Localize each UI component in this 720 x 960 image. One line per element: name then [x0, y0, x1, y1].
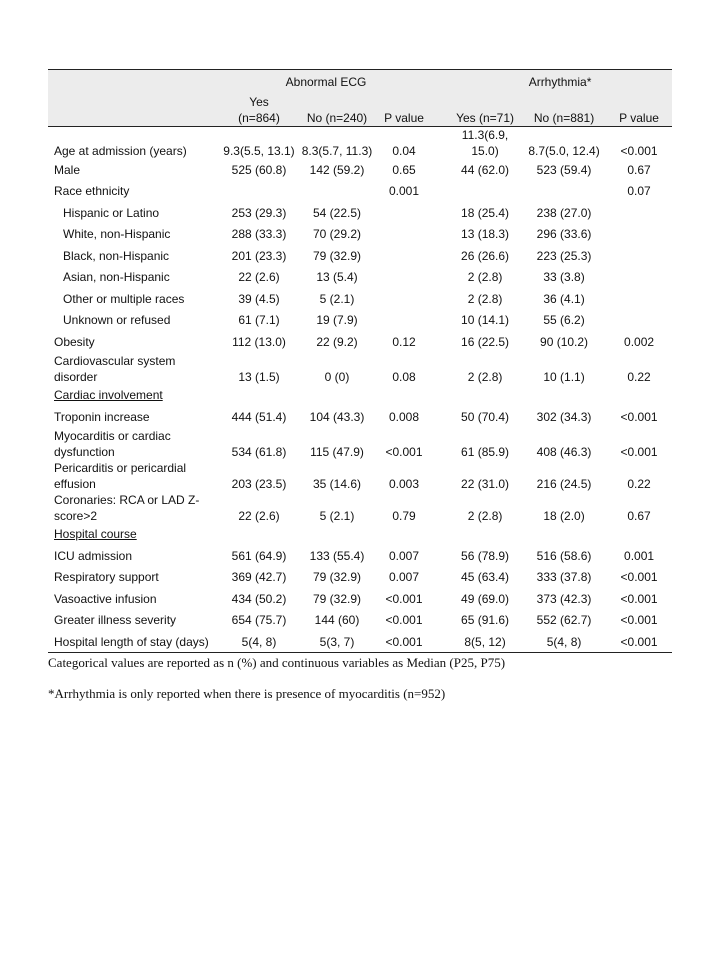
col-header-pvalue-ecg: P value [376, 94, 432, 127]
cell-pvalue-arrhythmia: <0.001 [620, 144, 658, 158]
cell-yes-ecg: 5(4, 8) [220, 631, 298, 653]
cell-pvalue-ecg: 0.008 [389, 409, 420, 424]
col-header-yes-ecg [220, 94, 298, 127]
cell-no-ecg: 0 (0) [324, 369, 350, 384]
cell-yes-ecg [220, 524, 298, 546]
row-label [48, 385, 220, 407]
cell-pvalue-arrhythmia [606, 288, 672, 310]
cell-yes-ecg: 288 (33.3) [231, 227, 287, 242]
cell-yes-ecg: 22 (2.6) [238, 270, 280, 285]
cell-pvalue-arrhythmia [606, 267, 672, 289]
row-label-text: Greater illness severity [54, 613, 177, 628]
cell-no-ecg [298, 181, 376, 203]
header-blank [48, 94, 220, 127]
cell-no-ecg: 8.3(5.7, 11.3) [301, 144, 373, 158]
col-header-yes-ecg-line2: (n=864) [238, 111, 280, 125]
cell-no-arrhythmia: 18 (2.0) [543, 508, 585, 523]
cell-pvalue-arrhythmia [606, 385, 672, 407]
cell-yes-arrhythmia: 2 (2.8) [467, 270, 503, 285]
cell-yes-ecg: 525 (60.8) [231, 162, 287, 177]
cell-yes-ecg: 13 (1.5) [238, 369, 280, 384]
row-label [48, 224, 220, 246]
cell-yes-ecg: 203 (23.5) [231, 476, 287, 491]
cell-no-arrhythmia: 302 (34.3) [536, 409, 592, 424]
table-row [48, 353, 672, 385]
row-label [48, 545, 220, 567]
cell-no-ecg: 115 (47.9) [310, 444, 364, 459]
cell-no-ecg: 79 (32.9) [312, 570, 362, 585]
row-label [48, 428, 220, 460]
cell-no-ecg: 144 (60) [314, 613, 360, 628]
cell-yes-ecg: 253 (29.3) [231, 205, 287, 220]
cell-pvalue-arrhythmia [606, 202, 672, 224]
cell-pvalue-ecg [376, 267, 432, 289]
cell-yes-ecg: 61 (7.1) [238, 313, 280, 328]
cell-no-ecg: 5 (2.1) [319, 291, 355, 306]
cell-pvalue-ecg: 0.003 [389, 476, 420, 491]
cell-pvalue-ecg: <0.001 [376, 631, 432, 653]
cell-no-arrhythmia: 408 (46.3) [536, 444, 592, 459]
cell-yes-arrhythmia: 16 (22.5) [461, 334, 510, 349]
cell-no-arrhythmia: 238 (27.0) [536, 205, 592, 220]
cell-pvalue-ecg [376, 288, 432, 310]
cell-pvalue-ecg [376, 224, 432, 246]
table-row [48, 202, 672, 224]
row-label-text: Unknown or refused [63, 313, 171, 328]
cell-no-ecg: 79 (32.9) [312, 248, 362, 263]
cell-yes-arrhythmia: 50 (70.4) [461, 409, 510, 424]
cell-yes-arrhythmia [448, 181, 522, 203]
cell-no-ecg: 22 (9.2) [316, 334, 358, 349]
row-label [48, 588, 220, 610]
row-label [48, 631, 220, 653]
cell-no-arrhythmia: 36 (4.1) [543, 291, 585, 306]
cell-no-ecg: 19 (7.9) [316, 313, 358, 328]
row-label [48, 610, 220, 632]
cell-no-ecg: 5(3, 7) [298, 631, 376, 653]
header-gap [432, 70, 448, 95]
cell-yes-ecg: 561 (64.9) [231, 548, 287, 563]
cell-yes-arrhythmia: 10 (14.1) [461, 313, 510, 328]
column-gap [432, 159, 448, 181]
column-gap [432, 224, 448, 246]
cell-pvalue-ecg: 0.001 [389, 184, 420, 199]
table-row [48, 428, 672, 460]
cell-pvalue-ecg: <0.001 [385, 444, 423, 459]
cell-pvalue-arrhythmia: <0.001 [606, 631, 672, 653]
cell-pvalue-ecg: 0.04 [392, 144, 416, 158]
group-header-abnormal-ecg: Abnormal ECG [220, 70, 432, 95]
table-row [48, 492, 672, 524]
row-label-text: Race ethnicity [54, 184, 130, 199]
cell-yes-arrhythmia: 13 (18.3) [461, 227, 510, 242]
row-label [48, 202, 220, 224]
column-gap [432, 492, 448, 524]
cell-yes-arrhythmia: 56 (78.9) [461, 548, 510, 563]
row-label-text: Other or multiple races [63, 291, 185, 306]
cell-no-ecg: 79 (32.9) [312, 591, 362, 606]
cell-no-arrhythmia: 33 (3.8) [543, 270, 585, 285]
cell-pvalue-ecg: 0.65 [392, 162, 416, 177]
cell-pvalue-arrhythmia: 0.67 [627, 162, 651, 177]
results-table [48, 69, 672, 653]
col-header-yes-ecg-line1: Yes [249, 95, 269, 109]
col-header-no-ecg: No (n=240) [298, 94, 376, 127]
table-row [48, 588, 672, 610]
cell-no-ecg: 133 (55.4) [309, 548, 365, 563]
col-header-no-arrhythmia: No (n=881) [522, 94, 606, 127]
cell-pvalue-arrhythmia: 0.67 [627, 508, 651, 523]
row-label [48, 567, 220, 589]
cell-yes-ecg: 534 (61.8) [231, 444, 287, 459]
cell-pvalue-ecg [376, 245, 432, 267]
cell-pvalue-arrhythmia: 0.22 [627, 369, 651, 384]
cell-pvalue-arrhythmia: <0.001 [620, 591, 658, 606]
cell-pvalue-arrhythmia: <0.001 [620, 613, 658, 628]
cell-no-ecg: 70 (29.2) [312, 227, 362, 242]
cell-pvalue-ecg: <0.001 [385, 613, 423, 628]
row-label [48, 331, 220, 353]
cell-pvalue-ecg: 0.79 [392, 508, 416, 523]
row-label [48, 310, 220, 332]
row-label [48, 245, 220, 267]
cell-no-arrhythmia: 373 (42.3) [536, 591, 592, 606]
cell-no-ecg: 35 (14.6) [312, 476, 362, 491]
cell-pvalue-ecg: 0.007 [389, 548, 420, 563]
table-row [48, 127, 672, 160]
table-row [48, 385, 672, 407]
column-gap [432, 567, 448, 589]
cell-no-arrhythmia: 333 (37.8) [536, 570, 592, 585]
row-label-text: Respiratory support [54, 570, 159, 585]
table-row [48, 224, 672, 246]
footnote-summary-stats: Categorical values are reported as n (%) and continuous variables as Median (P25, P75) [48, 655, 506, 670]
cell-pvalue-arrhythmia: <0.001 [620, 570, 658, 585]
row-label [48, 492, 220, 524]
cell-yes-ecg [220, 385, 298, 407]
cell-yes-arrhythmia: 61 (85.9) [461, 444, 510, 459]
column-gap [432, 181, 448, 203]
column-gap [432, 353, 448, 385]
table-header [48, 70, 672, 127]
cell-yes-arrhythmia: 22 (31.0) [461, 476, 510, 491]
row-label-text: Male [54, 162, 81, 177]
row-label [48, 288, 220, 310]
column-gap [432, 310, 448, 332]
row-label-text: Troponin increase [54, 409, 150, 424]
table-row [48, 181, 672, 203]
cell-no-arrhythmia [522, 385, 606, 407]
cell-yes-arrhythmia: 44 (62.0) [461, 162, 510, 177]
cell-yes-arrhythmia: 26 (26.6) [461, 248, 510, 263]
cell-no-arrhythmia: 216 (24.5) [536, 476, 592, 491]
column-gap [432, 545, 448, 567]
cell-pvalue-ecg [376, 310, 432, 332]
cell-yes-arrhythmia: 11.3(6.9, 15.0) [461, 128, 509, 158]
table-row [48, 331, 672, 353]
cell-pvalue-arrhythmia: <0.001 [620, 444, 658, 459]
row-label-text: Hispanic or Latino [63, 205, 160, 220]
column-gap [432, 428, 448, 460]
cell-yes-arrhythmia: 49 (69.0) [461, 591, 510, 606]
cell-no-arrhythmia: 552 (62.7) [536, 613, 592, 628]
cell-no-arrhythmia: 10 (1.1) [543, 369, 585, 384]
row-label [48, 460, 220, 492]
table-row [48, 245, 672, 267]
table-row [48, 567, 672, 589]
cell-no-ecg: 5 (2.1) [319, 508, 355, 523]
row-label-text: Pericarditis or pericardial effusion [54, 460, 187, 491]
column-gap [432, 245, 448, 267]
cell-yes-ecg [220, 181, 298, 203]
row-label-text: Vasoactive infusion [54, 591, 157, 606]
table-row [48, 631, 672, 653]
cell-no-arrhythmia: 5(4, 8) [522, 631, 606, 653]
column-gap [432, 460, 448, 492]
row-label [48, 159, 220, 181]
cell-pvalue-ecg: <0.001 [385, 591, 423, 606]
column-gap [432, 524, 448, 546]
cell-yes-ecg: 22 (2.6) [238, 508, 280, 523]
cell-yes-ecg: 369 (42.7) [231, 570, 287, 585]
cell-yes-arrhythmia: 65 (91.6) [461, 613, 510, 628]
cell-yes-ecg: 444 (51.4) [231, 409, 287, 424]
cell-no-arrhythmia: 523 (59.4) [536, 162, 592, 177]
table-row [48, 460, 672, 492]
row-label-text: Black, non-Hispanic [63, 248, 170, 263]
cell-yes-arrhythmia: 2 (2.8) [467, 369, 503, 384]
cell-pvalue-arrhythmia [606, 524, 672, 546]
row-label-text: Coronaries: RCA or LAD Z-score>2 [54, 492, 200, 523]
cell-no-arrhythmia: 223 (25.3) [536, 248, 592, 263]
column-gap [432, 202, 448, 224]
row-label [48, 524, 220, 546]
column-gap [432, 631, 448, 653]
cell-pvalue-arrhythmia: 0.07 [627, 184, 651, 199]
cell-no-arrhythmia: 516 (58.6) [536, 548, 592, 563]
cell-yes-ecg: 39 (4.5) [238, 291, 280, 306]
cell-no-arrhythmia [522, 181, 606, 203]
cell-no-ecg [298, 524, 376, 546]
cell-yes-arrhythmia: 18 (25.4) [461, 205, 510, 220]
row-label-text: Cardiac involvement [54, 388, 163, 403]
header-blank [48, 70, 220, 95]
cell-yes-ecg: 654 (75.7) [231, 613, 287, 628]
row-label-text: Hospital length of stay (days) [54, 634, 209, 649]
cell-yes-arrhythmia [448, 385, 522, 407]
column-gap [432, 127, 448, 160]
col-header-yes-arrhythmia: Yes (n=71) [448, 94, 522, 127]
table-row [48, 545, 672, 567]
cell-pvalue-ecg [376, 202, 432, 224]
cell-pvalue-arrhythmia: 0.002 [624, 334, 655, 349]
cell-pvalue-arrhythmia: 0.001 [624, 548, 655, 563]
cell-yes-arrhythmia [448, 524, 522, 546]
column-gap [432, 288, 448, 310]
table-row [48, 524, 672, 546]
column-gap [432, 588, 448, 610]
column-gap [432, 331, 448, 353]
cell-yes-ecg: 9.3(5.5, 13.1) [223, 144, 295, 158]
cell-pvalue-arrhythmia [606, 310, 672, 332]
column-gap [432, 406, 448, 428]
row-label-text: Hospital course [54, 527, 137, 542]
row-label-text: Cardiovascular system disorder [54, 353, 176, 384]
footnote-arrhythmia: *Arrhythmia is only reported when there is presence of myocarditis (n=952) [48, 686, 446, 701]
table-body [48, 127, 672, 653]
row-label [48, 267, 220, 289]
cell-yes-ecg: 112 (13.0) [232, 334, 286, 349]
cell-pvalue-ecg: 0.08 [392, 369, 416, 384]
cell-no-ecg: 13 (5.4) [316, 270, 358, 285]
cell-pvalue-ecg: 0.007 [389, 570, 420, 585]
cell-no-arrhythmia: 90 (10.2) [540, 334, 589, 349]
cell-no-ecg: 142 (59.2) [309, 162, 365, 177]
column-gap [432, 385, 448, 407]
table-row [48, 610, 672, 632]
cell-pvalue-arrhythmia [606, 245, 672, 267]
cell-pvalue-arrhythmia [606, 224, 672, 246]
row-label-text: Asian, non-Hispanic [63, 270, 170, 285]
column-gap [432, 267, 448, 289]
cell-yes-arrhythmia: 8(5, 12) [448, 631, 522, 653]
cell-pvalue-arrhythmia: <0.001 [620, 409, 658, 424]
header-gap [432, 94, 448, 127]
row-label [48, 181, 220, 203]
row-label-text: Obesity [54, 334, 95, 349]
cell-pvalue-ecg: 0.12 [392, 334, 416, 349]
col-header-pvalue-arrhythmia: P value [606, 94, 672, 127]
cell-pvalue-ecg [376, 385, 432, 407]
row-label-text: Myocarditis or cardiac dysfunction [54, 428, 171, 459]
cell-no-arrhythmia: 55 (6.2) [543, 313, 585, 328]
column-gap [432, 610, 448, 632]
cell-no-arrhythmia: 8.7(5.0, 12.4) [528, 144, 600, 158]
table-row [48, 267, 672, 289]
row-label [48, 127, 220, 160]
table-row [48, 406, 672, 428]
cell-no-arrhythmia: 296 (33.6) [536, 227, 592, 242]
cell-no-arrhythmia [522, 524, 606, 546]
cell-yes-arrhythmia: 45 (63.4) [461, 570, 510, 585]
group-header-arrhythmia: Arrhythmia* [448, 70, 672, 95]
cell-no-ecg [298, 385, 376, 407]
table-row [48, 159, 672, 181]
cell-yes-ecg: 201 (23.3) [231, 248, 287, 263]
row-label-text: White, non-Hispanic [63, 227, 171, 242]
cell-yes-ecg: 434 (50.2) [231, 591, 287, 606]
row-label-text: ICU admission [54, 548, 133, 563]
cell-no-ecg: 104 (43.3) [309, 409, 365, 424]
row-label [48, 353, 220, 385]
cell-pvalue-ecg [376, 524, 432, 546]
row-label [48, 406, 220, 428]
row-label-text: Age at admission (years) [54, 144, 187, 158]
cell-yes-arrhythmia: 2 (2.8) [467, 291, 503, 306]
cell-yes-arrhythmia: 2 (2.8) [467, 508, 503, 523]
cell-pvalue-arrhythmia: 0.22 [627, 476, 651, 491]
table-row [48, 310, 672, 332]
cell-no-ecg: 54 (22.5) [312, 205, 362, 220]
table-row [48, 288, 672, 310]
